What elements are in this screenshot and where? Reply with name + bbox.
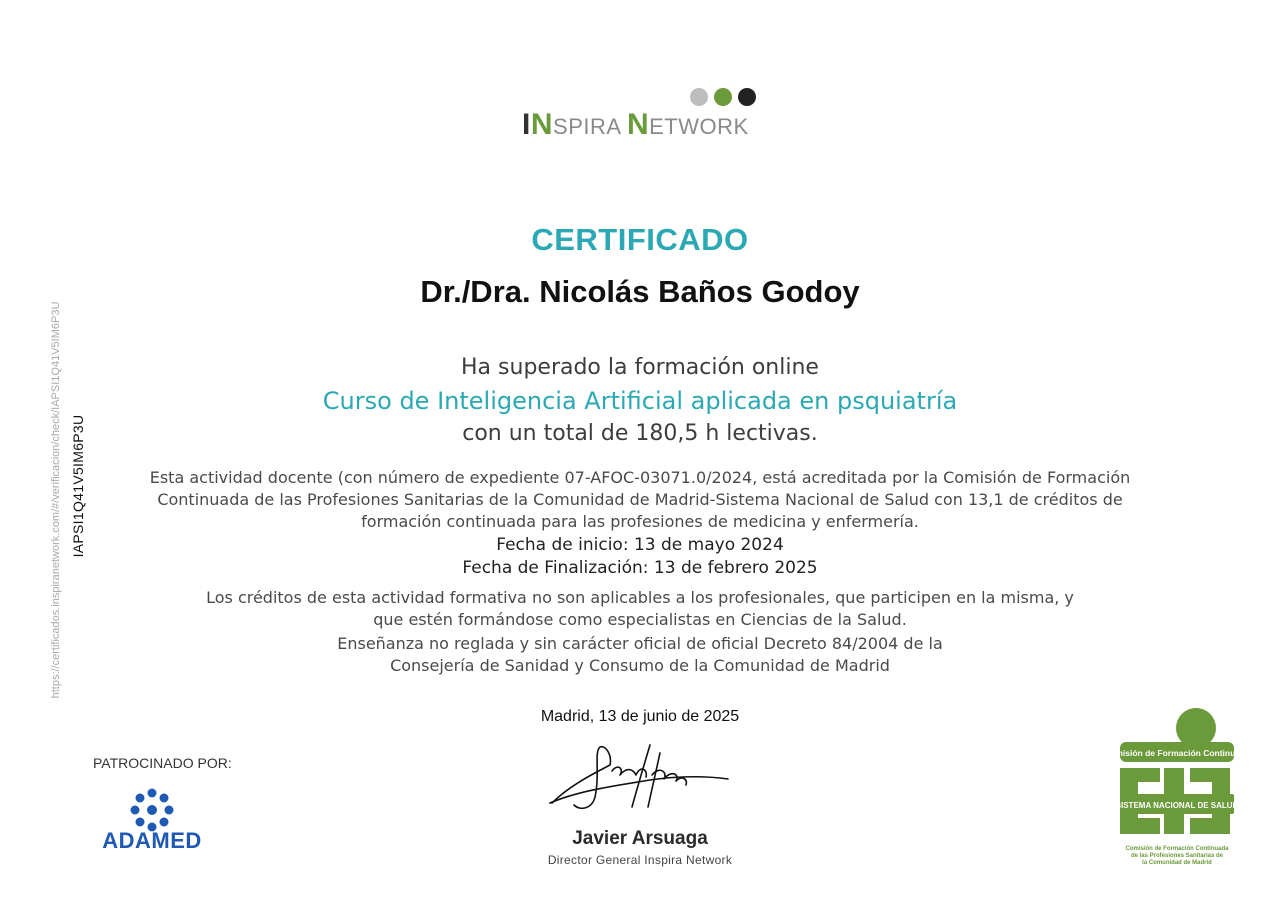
verification-code: IAPSI1Q41V5IM6P3U	[70, 414, 86, 558]
logo-dot-green	[714, 88, 732, 106]
legal-note: Enseñanza no reglada y sin carácter oficial de oficial Decreto 84/2004 de la Consejería de Sanidad y Consumo de la Comunidad de Madrid	[337, 634, 943, 675]
signatory-name: Javier Arsuaga	[572, 828, 708, 849]
verification-url: https://certificados.inspiranetwork.com/#/verificacion/check/IAPSI1Q41V5IM6P3U	[50, 301, 62, 699]
cfc-seal-logo	[1104, 708, 1250, 868]
adamed-star-icon	[130, 788, 174, 832]
recipient-name: Dr./Dra. Nicolás Baños Godoy	[420, 274, 860, 309]
start-date: Fecha de inicio: 13 de mayo 2024	[496, 535, 784, 555]
hours-line: con un total de 180,5 h lectivas.	[462, 421, 818, 446]
logo-dot-gray	[690, 88, 708, 106]
sponsor-label: PATROCINADO POR:	[93, 755, 232, 771]
cfc-top-label: Comisión de Formación Continuada	[1104, 748, 1250, 758]
cfc-bottom-line2: de las Profesiones Sanitarias de	[1130, 853, 1224, 859]
intro-line: Ha superado la formación online	[461, 355, 819, 380]
cfc-bottom-line1: Comisión de Formación Continuada	[1125, 846, 1229, 852]
signatory-role: Director General Inspira Network	[547, 853, 733, 867]
signature-image	[540, 735, 740, 825]
logo-wordmark: INSPIRA NETWORK	[522, 108, 749, 141]
cfc-bottom-line3: la Comunidad de Madrid	[1142, 860, 1212, 866]
place-date: Madrid, 13 de junio de 2025	[540, 708, 740, 725]
logo-dot-black	[738, 88, 756, 106]
certificate-title: CERTIFICADO	[531, 222, 749, 257]
course-name: Curso de Inteligencia Artificial aplicada en psquiatría	[322, 387, 958, 415]
credits-note: Los créditos de esta actividad formativa no son aplicables a los profesionales, que participen en la misma, y que estén formándose como especialistas en Ciencias de la Salud.	[206, 588, 1074, 629]
inspira-network-logo	[520, 86, 760, 142]
logo-dots	[690, 88, 756, 106]
accreditation-text: Esta actividad docente (con número de expediente 07-AFOC-03071.0/2024, está acreditada por la Comisión de Formación Continuada de las Profesiones Sanitarias de la Comunidad de Madrid-Sistema Nacional de Salud con 13,1 de créditos de formación continuada para las profesiones de medicina y enfermería.	[149, 468, 1131, 531]
adamed-wordmark: ADAMED	[102, 828, 202, 853]
cfc-mid-label: SISTEMA NACIONAL DE SALUD	[1115, 801, 1239, 810]
end-date: Fecha de Finalización: 13 de febrero 2025	[462, 558, 818, 578]
